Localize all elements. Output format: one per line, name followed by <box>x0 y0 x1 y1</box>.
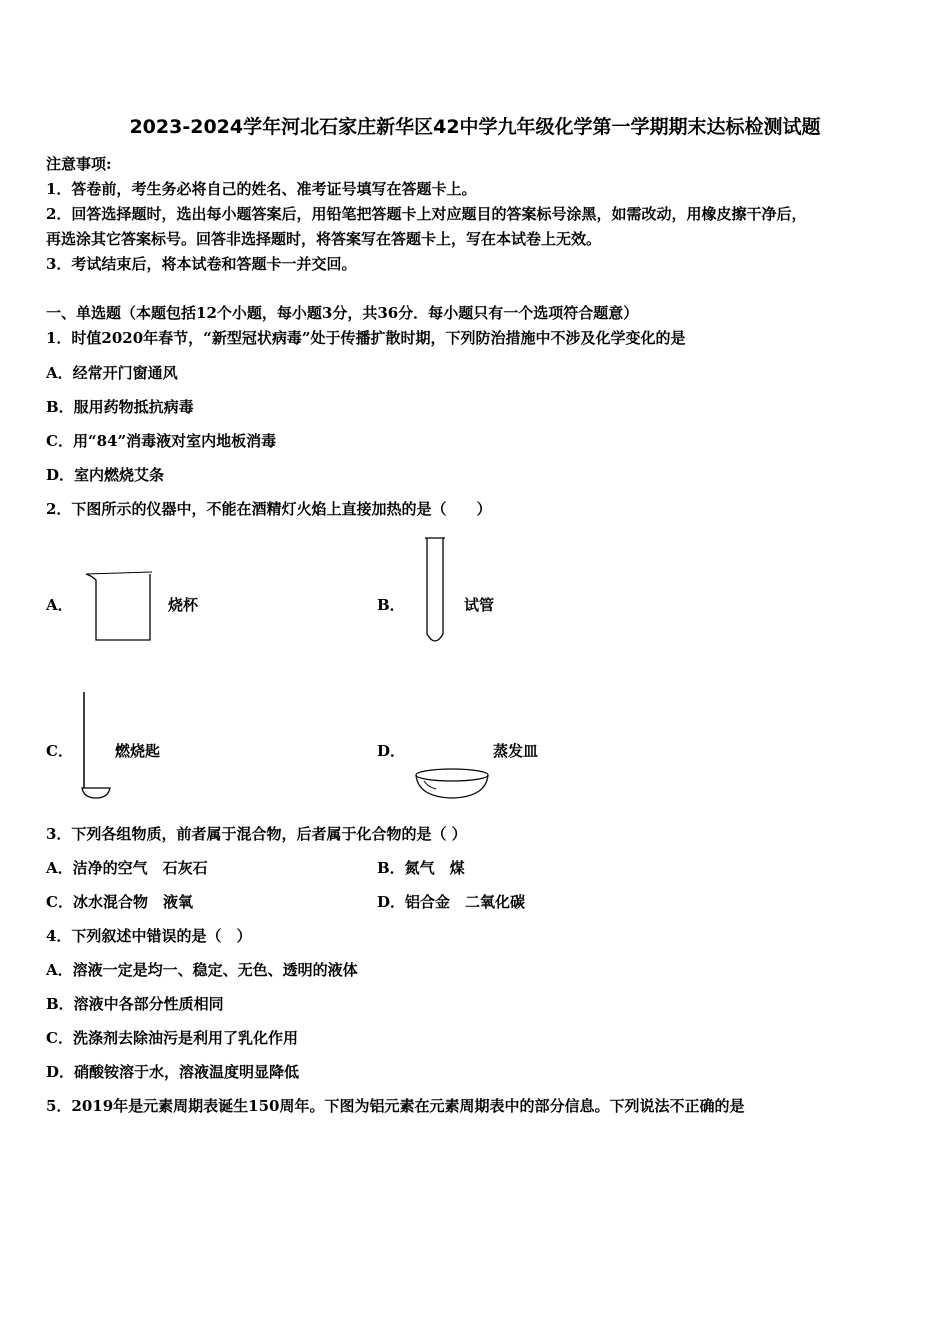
notice-item: 3．考试结束后，将本试卷和答题卡一并交回。 <box>46 255 357 273</box>
question-2-option-a-letter: A． <box>46 596 73 614</box>
test-tube-icon <box>420 534 450 649</box>
question-4-option-c: C．洗涤剂去除油污是利用了乳化作用 <box>46 1029 298 1047</box>
question-3-option-b: B．氮气 煤 <box>377 859 465 877</box>
question-2-option-a-name: 烧杯 <box>168 596 199 614</box>
question-2-option-c-name: 燃烧匙 <box>115 742 161 760</box>
question-1-option-d: D．室内燃烧艾条 <box>46 466 165 484</box>
question-2-stem: 2．下图所示的仪器中，不能在酒精灯火焰上直接加热的是（ ） <box>46 500 492 518</box>
notice-item: 再选涂其它答案标号。回答非选择题时，将答案写在答题卡上，写在本试卷上无效。 <box>46 230 602 248</box>
question-3-option-d: D．铝合金 二氧化碳 <box>377 893 526 911</box>
evaporating-dish-icon <box>410 765 495 805</box>
question-1-stem: 1．时值2020年春节，“新型冠状病毒”处于传播扩散时期，下列防治措施中不涉及化学变化的是 <box>46 329 686 347</box>
question-3-option-a: A．洁净的空气 石灰石 <box>46 859 208 877</box>
notice-heading: 注意事项: <box>46 155 112 173</box>
question-1-option-c: C．用“84”消毒液对室内地板消毒 <box>46 432 277 450</box>
combustion-spoon-icon <box>78 690 118 802</box>
question-1-option-b: B．服用药物抵抗病毒 <box>46 398 194 416</box>
question-3-option-c: C．冰水混合物 液氧 <box>46 893 193 911</box>
question-1-option-a: A．经常开门窗通风 <box>46 364 178 382</box>
question-5-stem: 5．2019年是元素周期表诞生150周年。下图为铝元素在元素周期表中的部分信息。下列说法不正确的是 <box>46 1097 745 1115</box>
question-2-option-b-name: 试管 <box>464 596 495 614</box>
beaker-icon <box>82 566 162 646</box>
notice-item: 1．答卷前，考生务必将自己的姓名、准考证号填写在答题卡上。 <box>46 180 477 198</box>
question-4-option-a: A．溶液一定是均一、稳定、无色、透明的液体 <box>46 961 358 979</box>
question-4-stem: 4．下列叙述中错误的是（ ） <box>46 927 252 945</box>
question-2-option-b-letter: B． <box>377 596 405 614</box>
section-heading: 一、单选题（本题包括12个小题，每小题3分，共36分．每小题只有一个选项符合题意） <box>46 304 639 322</box>
question-2-option-d-letter: D． <box>377 742 406 760</box>
question-4-option-d: D．硝酸铵溶于水，溶液温度明显降低 <box>46 1063 300 1081</box>
question-2-option-d-name: 蒸发皿 <box>493 742 539 760</box>
question-4-option-b: B．溶液中各部分性质相同 <box>46 995 224 1013</box>
exam-title: 2023-2024学年河北石家庄新华区42中学九年级化学第一学期期末达标检测试题 <box>129 116 821 138</box>
question-2-option-c-letter: C． <box>46 742 73 760</box>
question-3-stem: 3．下列各组物质，前者属于混合物，后者属于化合物的是（ ） <box>46 825 467 843</box>
notice-item: 2．回答选择题时，选出每小题答案后，用铅笔把答题卡上对应题目的答案标号涂黑，如需改动，用橡皮擦干净后， <box>46 205 807 223</box>
